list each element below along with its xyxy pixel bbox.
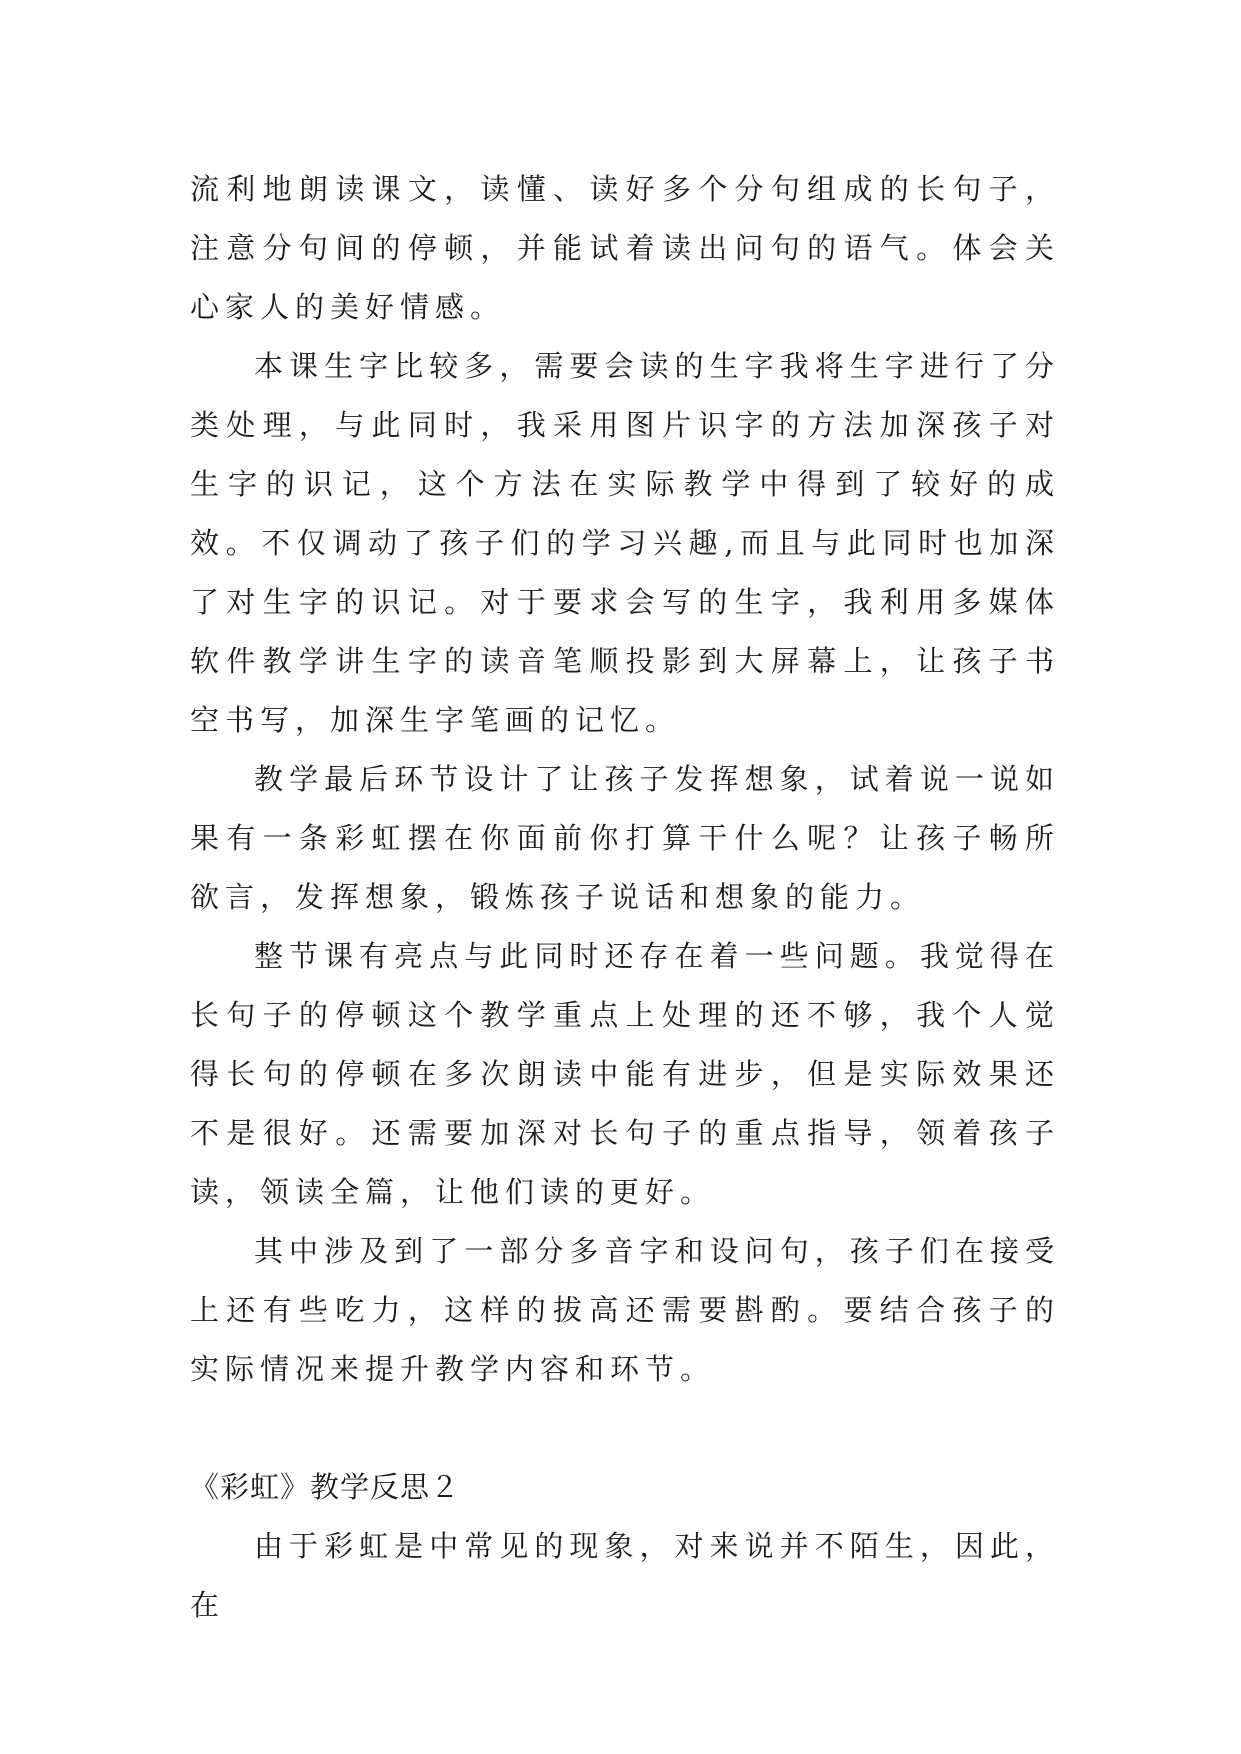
section-first-paragraph: 由于彩虹是中常见的现象，对来说并不陌生，因此，在 [190,1529,1060,1622]
paragraph-continued: 流利地朗读课文，读懂、读好多个分句组成的长句子，注意分句间的停顿，并能试着读出问句的语气。体会关心家人的美好情感。 [190,172,1060,324]
paragraph: 其中涉及到了一部分多音字和设问句，孩子们在接受上还有些吃力，这样的拔高还需要斟酌。要结合孩子的实际情况来提升教学内容和环节。 [190,1234,1060,1386]
document-body [190,160,1060,1635]
section-heading: 《彩虹》教学反思２ [190,1470,461,1504]
paragraph: 本课生字比较多，需要会读的生字我将生字进行了分类处理，与此同时，我采用图片识字的方法加深孩子对生字的识记，这个方法在实际教学中得到了较好的成效。不仅调动了孩子们的学习兴趣,而且与此同时也加深了对生字的识记。对于要求会写的生字，我利用多媒体软件教学讲生字的读音笔顺投影到大屏幕上，让孩子书空书写，加深生字笔画的记忆。 [190,349,1060,737]
paragraph: 教学最后环节设计了让孩子发挥想象，试着说一说如果有一条彩虹摆在你面前你打算干什么呢？让孩子畅所欲言，发挥想象，锻炼孩子说话和想象的能力。 [190,762,1060,914]
paragraph: 整节课有亮点与此同时还存在着一些问题。我觉得在长句子的停顿这个教学重点上处理的还不够，我个人觉得长句的停顿在多次朗读中能有进步，但是实际效果还不是很好。还需要加深对长句子的重点指导，领着孩子读，领读全篇，让他们读的更好。 [190,939,1060,1209]
